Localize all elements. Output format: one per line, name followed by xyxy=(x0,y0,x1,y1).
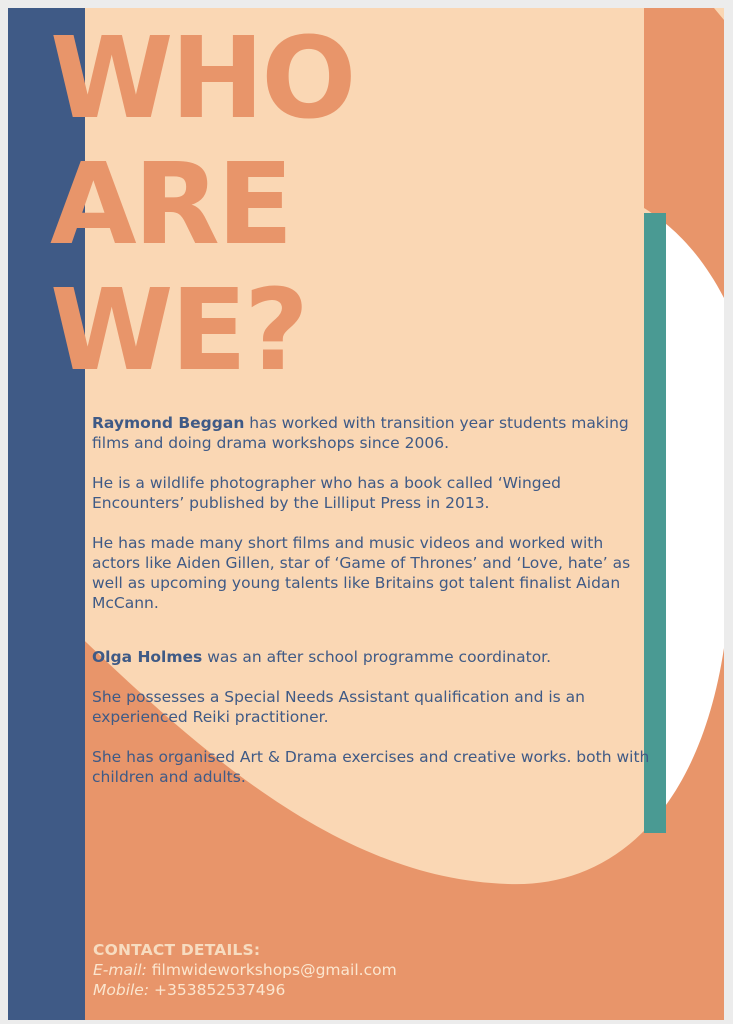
olga-qualification-paragraph: She possesses a Special Needs Assistant qualification and is an experienced Reiki practitioner. xyxy=(92,688,585,726)
email-row xyxy=(93,960,513,980)
contact-details xyxy=(93,940,513,1000)
olga-name: Olga Holmes xyxy=(92,648,203,666)
raymond-photography-paragraph: He is a wildlife photographer who has a book called ‘Winged Encounters’ published by the Lilliput Press in 2013. xyxy=(92,474,561,512)
raymond-films-paragraph: He has made many short films and music videos and worked with actors like Aiden Gillen, star of ‘Game of Thrones’ and ‘Love, hate’ as well as upcoming young talents like Britains got talent finalist Aidan McCann. xyxy=(92,534,631,612)
heading-line-2: ARE xyxy=(50,140,291,270)
raymond-intro-text: has worked with transition year students making films and doing drama workshops since 2006. xyxy=(92,414,629,452)
heading-line-3: WE? xyxy=(50,266,307,396)
mobile-label: Mobile: xyxy=(93,981,150,999)
poster-page xyxy=(8,8,724,1020)
raymond-intro-paragraph xyxy=(92,413,652,453)
contact-title: CONTACT DETAILS: xyxy=(93,941,261,959)
email-label: E-mail: xyxy=(93,961,147,979)
mobile-row xyxy=(93,980,513,1000)
olga-exercises-paragraph: She has organised Art & Drama exercises and creative works. both with children and adults. xyxy=(92,748,650,786)
heading-line-1: WHO xyxy=(50,14,354,144)
page-heading xyxy=(50,16,370,394)
email-link[interactable]: filmwideworkshops@gmail.com xyxy=(146,961,397,979)
mobile-number[interactable]: +353852537496 xyxy=(149,981,286,999)
olga-intro-text: was an after school programme coordinator. xyxy=(202,648,552,666)
bio-section xyxy=(92,413,652,787)
raymond-name: Raymond Beggan xyxy=(92,414,245,432)
olga-intro-paragraph xyxy=(92,647,652,667)
